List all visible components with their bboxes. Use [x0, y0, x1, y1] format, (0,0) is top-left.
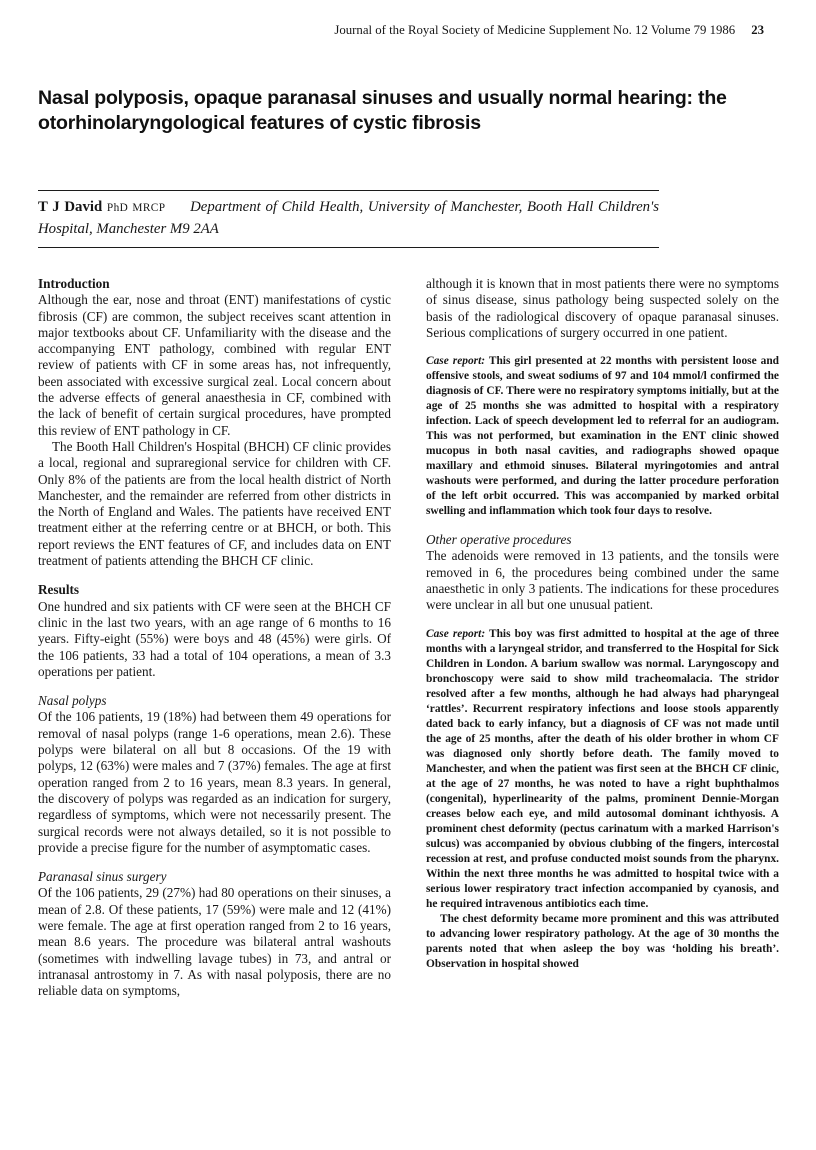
paranasal-sinus-paragraph: Of the 106 patients, 29 (27%) had 80 operations on their sinuses, a mean of 2.8. Of these patients, 17 (59%) were male and 12 (41%) were female. The age at first operation ranged from 2 to 16 years, mean 8.6 years. The procedure was bilateral antral washouts (sometimes with indwelling lavage tubes) in 73, and antral or intranasal antrostomy in 7. As with nasal polyposis, there are no reliable data on symptoms, [38, 885, 391, 999]
case-report-2-label: Case report: [426, 627, 486, 640]
page-number: 23 [751, 23, 764, 37]
section-heading-introduction: Introduction [38, 276, 110, 291]
right-column [426, 276, 779, 999]
journal-title-text: Journal of the Royal Society of Medicine Supplement No. 12 Volume 79 1986 [334, 23, 736, 37]
byline-rule-bottom [38, 247, 659, 248]
article-title: Nasal polyposis, opaque paranasal sinuses and usually normal hearing: the otorhinolaryngological features of cystic fibrosis [38, 87, 727, 134]
case-report-2-text: This boy was first admitted to hospital at the age of three months with a laryngeal stridor, and transferred to the Hospital for Sick Children in London. A barium swallow was normal. Laryngoscopy and bronchoscopy were said to show mild tracheomalacia. The stridor resolved after a few months, although he had always had pharyngeal ‘rattles’. Recurrent respiratory infections and loose stools apparently dated back to early infancy, but a diagnosis of CF was not made until the age of 25 months, after the death of his older brother in whom CF was diagnosed only shortly before death. The family moved to Manchester, and when the patient was first seen at the BHCH CF clinic, at the age of 27 months, he was noted to have a right buphthalmos (congenital), hyperlinearity of the palms, prominent Dennie-Morgan creases below each eye, and mild autosomal dominant ichthyosis. A prominent chest deformity (pectus carinatum with a marked Harrison's sulcus) was accompanied by obvious clubbing of the fingers, intercostal recession at rest, and profuse conducted moist sounds from the pharynx. Within the next three months he was admitted to hospital twice with a serious lower respiratory tract infection accompanied by cyanosis, and he required intravenous antibiotics each time. [426, 627, 779, 910]
byline-rule-top [38, 190, 659, 191]
case-report-2 [426, 627, 779, 912]
intro-paragraph-2: The Booth Hall Children's Hospital (BHCH) CF clinic provides a local, regional and supraregional service for children with CF. Only 8% of the patients are from the local health district of North Manchester, and the remainder are referred from other districts in the North of England and Wales. The patients have received ENT treatment either at the referring centre or at BHCH, or both. This report reviews the ENT features of CF, and includes data on ENT treatment of patients attending the BHCH CF clinic. [38, 438, 391, 569]
case-report-2-continuation: The chest deformity became more prominent and this was attributed to advancing lower respiratory pathology. At the age of 30 months the parents noted that when asleep the boy was ‘holding his breath’. Observation in hospital showed [426, 912, 779, 970]
byline [38, 197, 659, 240]
section-heading-results: Results [38, 582, 80, 598]
results-paragraph: One hundred and six patients with CF were seen at the BHCH CF clinic in the last two years, with an age range of 6 months to 16 years. Fifty-eight (55%) were boys and 48 (45%) were girls. Of the 106 patients, 33 had a total of 104 operations, a mean of 3.3 operations per patient. [38, 598, 391, 679]
author-credentials: PhD MRCP [106, 202, 166, 214]
subsection-heading-paranasal-sinus-surgery: Paranasal sinus surgery [38, 869, 167, 885]
subsection-heading-nasal-polyps: Nasal polyps [38, 693, 107, 709]
case-report-1 [426, 354, 779, 519]
author-name: T J David [38, 199, 103, 215]
author-affiliation: Department of Child Health, University of Manchester, Booth Hall Children's Hospital, Manchester M9 2AA [38, 199, 659, 237]
article-body [38, 276, 779, 999]
other-procedures-paragraph: The adenoids were removed in 13 patients, and the tonsils were removed in 6, the procedures being combined under the same anaesthetic in only 3 patients. The indications for these procedures were unclear in all but one unusual patient. [426, 548, 779, 613]
running-head [38, 23, 764, 38]
left-column [38, 276, 391, 999]
case-report-1-text: This girl presented at 22 months with persistent loose and offensive stools, and sweat sodiums of 97 and 104 mmol/l confirmed the diagnosis of CF. There were no respiratory symptoms initially, but at the age of 25 months she was admitted to hospital with a respiratory infection. Lack of speech development led to referral for an audiogram. This was not performed, but examination in the ENT clinic showed mucopus in both nasal cavities, and radiographs showed opaque maxillary and ethmoid sinuses. Bilateral myringotomies and antral washouts were performed, and during the latter procedure perforation of the left orbit occurred. This was accompanied by marked orbital swelling and inflammation which took four days to resolve. [426, 355, 779, 518]
subsection-heading-other-operative-procedures: Other operative procedures [426, 532, 572, 548]
nasal-polyps-paragraph: Of the 106 patients, 19 (18%) had between them 49 operations for removal of nasal polyps (range 1-6 operations, mean 2.6). These polyps were bilateral on all but 8 occasions. Of the 19 with polyps, 12 (63%) were males and 7 (37%) females. The age at first operation ranged from 2 to 16 years, mean 8.3 years. In general, the discovery of polyps was regarded as an indication for surgery, regardless of symptoms, which were not necessarily present. The surgical records were not always detailed, so it is not possible to provide a precise figure for the number of asymptomatic cases. [38, 709, 391, 855]
sinus-continuation-paragraph: although it is known that in most patients there were no symptoms of sinus disease, sinus pathology being suspected solely on the basis of the radiological discovery of opaque paranasal sinuses. Serious complications of surgery occurred in one patient. [426, 276, 779, 340]
intro-paragraph-1: Although the ear, nose and throat (ENT) manifestations of cystic fibrosis (CF) are common, the subject receives scant attention in major textbooks about CF. Unfamiliarity with the disease and the accompanying ENT pathology, combined with regular ENT review of patients with CF in some areas has, not infrequently, been associated with excessive surgical zeal. Local concern about the adverse effects of general anaesthesia in CF, combined with the lack of benefit of certain surgical procedures, have prompted this review of ENT pathology in CF. [38, 292, 391, 438]
case-report-1-label: Case report: [426, 355, 486, 368]
